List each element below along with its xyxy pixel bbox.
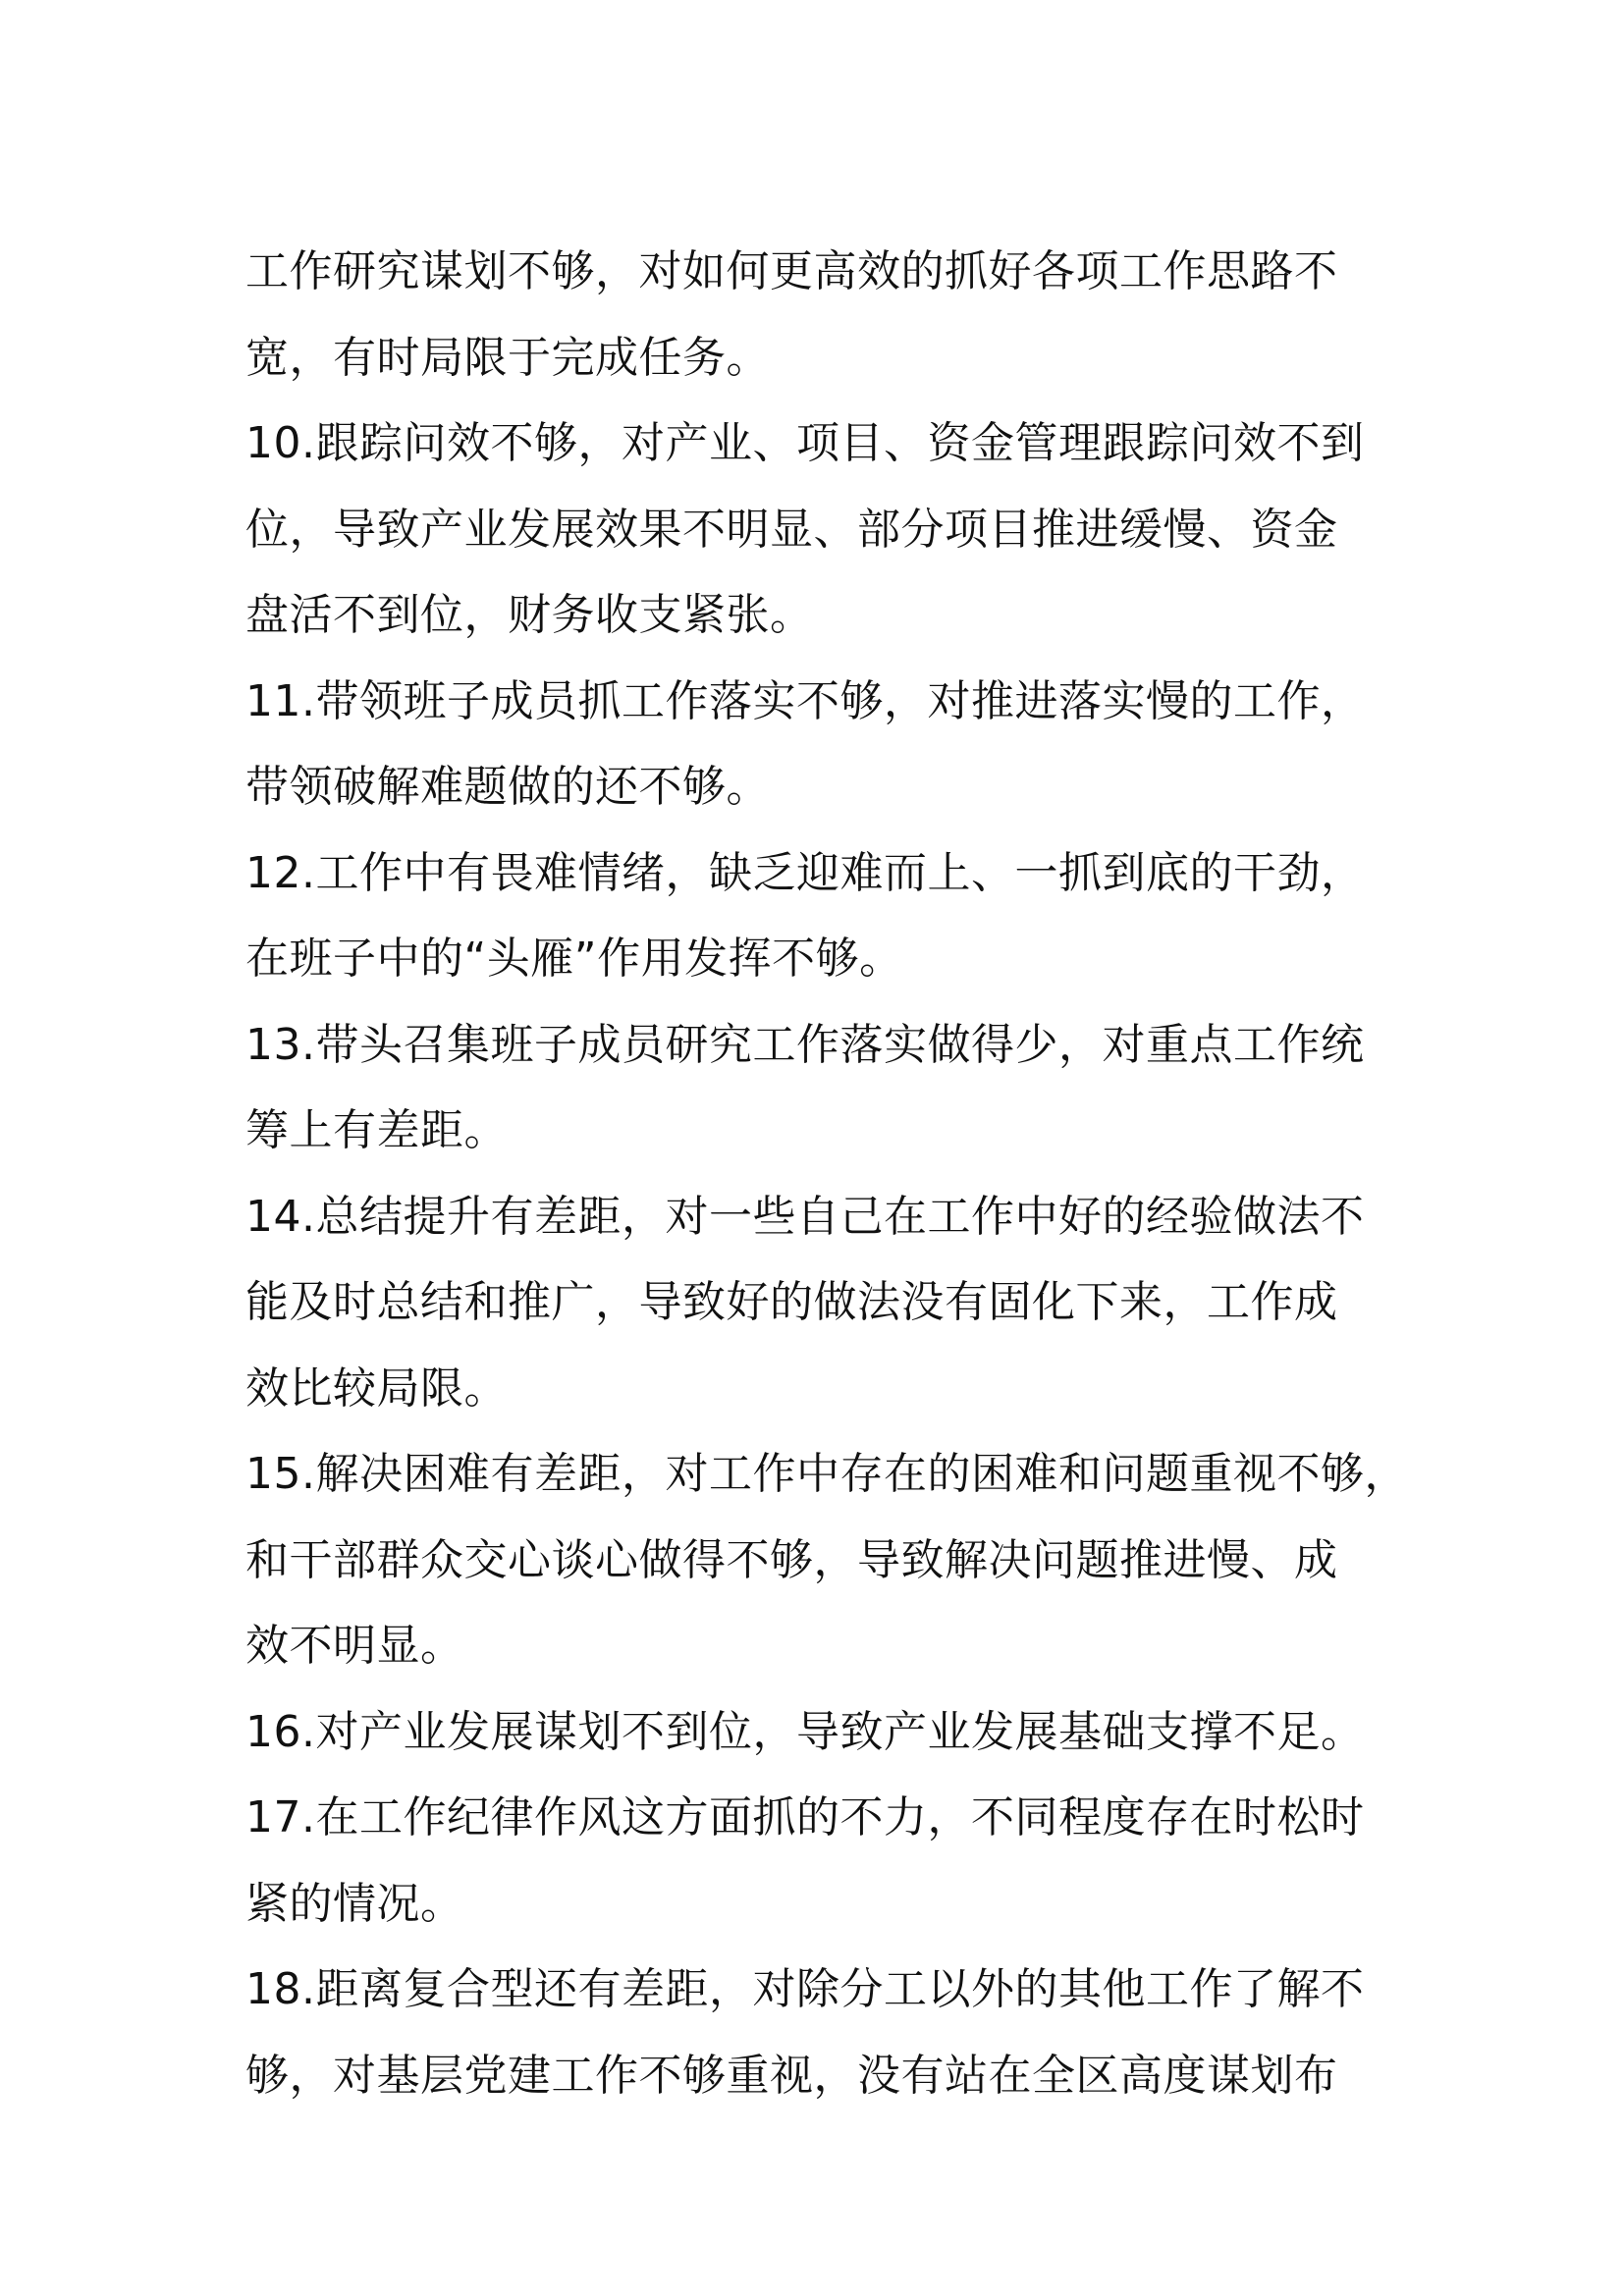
text-line: 效比较局限。 [245, 1362, 508, 1414]
document-body [245, 229, 1408, 2118]
text-line: 18.距离复合型还有差距，对除分工以外的其他工作了解不 [245, 1964, 1365, 2014]
text-line: 14.总结提升有差距，对一些自己在工作中好的经验做法不 [245, 1191, 1365, 1242]
text-line: 够，对基层党建工作不够重视，没有站在全区高度谋划布 [245, 2050, 1338, 2101]
text-line: 效不明显。 [245, 1621, 464, 1671]
text-line: 13.带头召集班子成员研究工作落实做得少，对重点工作统 [245, 1019, 1365, 1070]
text-line: 11.带领班子成员抓工作落实不够，对推进落实慢的工作， [245, 675, 1365, 726]
text-line: 紧的情况。 [245, 1878, 464, 1929]
text-line: 带领破解难题做的还不够。 [245, 762, 770, 812]
text-line: 16.对产业发展谋划不到位，导致产业发展基础支撑不足。 [245, 1706, 1365, 1757]
text-line: 15.解决困难有差距，对工作中存在的困难和问题重视不够， [245, 1449, 1408, 1499]
text-line: 和干部群众交心谈心做得不够，导致解决问题推进慢、成 [245, 1534, 1338, 1585]
text-line: 宽，有时局限于完成任务。 [245, 332, 770, 383]
text-line: 17.在工作纪律作风这方面抓的不力，不同程度存在时松时 [245, 1792, 1365, 1842]
text-line: 10.跟踪问效不够，对产业、项目、资金管理跟踪问效不到 [245, 418, 1365, 468]
text-line: 筹上有差距。 [245, 1105, 508, 1155]
text-line: 在班子中的“头雁”作用发挥不够。 [245, 934, 903, 984]
text-line: 盘活不到位，财务收支紧张。 [245, 590, 814, 640]
text-line: 位，导致产业发展效果不明显、部分项目推进缓慢、资金 [245, 504, 1338, 555]
text-line: 能及时总结和推广，导致好的做法没有固化下来，工作成 [245, 1277, 1338, 1327]
text-line: 12.工作中有畏难情绪，缺乏迎难而上、一抓到底的干劲， [245, 847, 1365, 898]
text-line: 工作研究谋划不够，对如何更高效的抓好各项工作思路不 [245, 246, 1338, 296]
